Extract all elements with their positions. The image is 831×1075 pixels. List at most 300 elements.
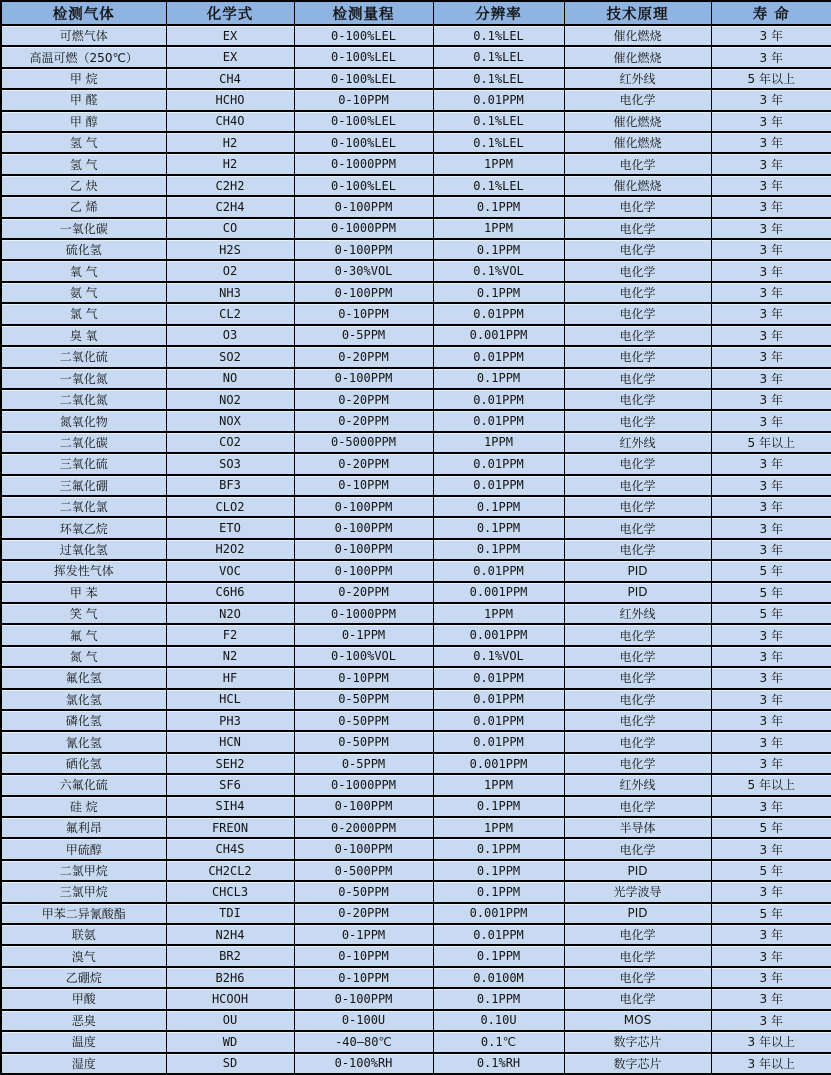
table-cell: B2H6 [166,967,294,988]
table-row [1,710,831,731]
table-cell: H2 [166,132,294,153]
table-cell: 氮 气 [1,646,166,667]
table-cell: 3 年 [711,325,831,346]
table-row [1,453,831,474]
table-cell: 电化学 [564,153,711,174]
table-cell: 甲硫醇 [1,838,166,859]
table-cell: ETO [166,517,294,538]
table-cell: 数字芯片 [564,1031,711,1052]
table-cell: 0-100PPM [294,796,433,817]
table-cell: 0.1PPM [433,239,564,260]
table-cell: 0-10PPM [294,303,433,324]
table-row [1,539,831,560]
table-cell: 三氟化硼 [1,475,166,496]
table-cell: 0-100PPM [294,838,433,859]
table-cell: 催化燃烧 [564,25,711,46]
table-row [1,25,831,46]
table-cell: CH4 [166,68,294,89]
table-row [1,1010,831,1031]
table-cell: 电化学 [564,239,711,260]
table-cell: 氧 气 [1,260,166,281]
table-row [1,475,831,496]
table-cell: 3 年 [711,282,831,303]
table-cell: 3 年 [711,132,831,153]
table-cell: 氮氧化物 [1,410,166,431]
table-cell: HCL [166,689,294,710]
table-cell: 3 年以上 [711,1031,831,1052]
table-cell: 电化学 [564,838,711,859]
table-cell: 3 年 [711,667,831,688]
table-row [1,432,831,453]
table-cell: 0.0100M [433,967,564,988]
table-row [1,667,831,688]
table-row [1,389,831,410]
table-cell: 电化学 [564,496,711,517]
table-cell: 0-5PPM [294,753,433,774]
table-cell: 0.001PPM [433,582,564,603]
table-cell: 3 年 [711,368,831,389]
table-cell: 3 年 [711,988,831,1009]
table-cell: 可燃气体 [1,25,166,46]
table-cell: 电化学 [564,689,711,710]
table-cell: 0.01PPM [433,346,564,367]
table-cell: PH3 [166,710,294,731]
table-cell: 电化学 [564,453,711,474]
table-cell: 0.01PPM [433,731,564,752]
table-cell: O2 [166,260,294,281]
table-cell: 硒化氢 [1,753,166,774]
table-cell: 3 年 [711,753,831,774]
table-cell: 甲酸 [1,988,166,1009]
table-cell: 0-100PPM [294,517,433,538]
table-row [1,153,831,174]
table-cell: 催化燃烧 [564,132,711,153]
table-cell: 0.01PPM [433,303,564,324]
table-cell: 0.1PPM [433,988,564,1009]
table-cell: 0.01PPM [433,89,564,110]
table-row [1,689,831,710]
table-cell: SIH4 [166,796,294,817]
table-cell: 催化燃烧 [564,111,711,132]
table-row [1,988,831,1009]
table-cell: 二氧化硫 [1,346,166,367]
table-cell: 5 年 [711,817,831,838]
table-cell: N2H4 [166,924,294,945]
table-cell: BF3 [166,475,294,496]
table-cell: 3 年 [711,175,831,196]
table-header [1,1,831,25]
table-cell: 光学波导 [564,881,711,902]
table-cell: 0.01PPM [433,689,564,710]
column-header: 化学式 [166,1,294,25]
table-cell: 0-1PPM [294,924,433,945]
table-cell: 电化学 [564,753,711,774]
table-cell: 3 年 [711,881,831,902]
table-cell: 0-10PPM [294,89,433,110]
table-cell: 电化学 [564,731,711,752]
table-cell: 红外线 [564,774,711,795]
table-cell: 0.1PPM [433,496,564,517]
table-cell: 0.1%LEL [433,68,564,89]
table-cell: -40—80℃ [294,1031,433,1052]
table-cell: 电化学 [564,303,711,324]
table-cell: 一氧化碳 [1,218,166,239]
table-cell: 3 年 [711,346,831,367]
table-cell: BR2 [166,945,294,966]
table-cell: CH4S [166,838,294,859]
table-cell: 3 年 [711,46,831,67]
table-cell: 0-100PPM [294,368,433,389]
table-row [1,796,831,817]
table-cell: 氯 气 [1,303,166,324]
table-row [1,603,831,624]
table-cell: CLO2 [166,496,294,517]
table-cell: 电化学 [564,539,711,560]
table-cell: CH4O [166,111,294,132]
table-cell: 氟化氢 [1,667,166,688]
table-cell: 氢 气 [1,132,166,153]
table-cell: 电化学 [564,667,711,688]
table-cell: 0-100%LEL [294,175,433,196]
table-cell: CHCL3 [166,881,294,902]
table-row [1,945,831,966]
table-cell: 温度 [1,1031,166,1052]
table-cell: NO2 [166,389,294,410]
table-cell: 0-20PPM [294,453,433,474]
table-cell: N2O [166,603,294,624]
table-cell: 电化学 [564,89,711,110]
table-cell: CO [166,218,294,239]
table-row [1,753,831,774]
table-cell: 0-10PPM [294,967,433,988]
table-cell: MOS [564,1010,711,1031]
table-cell: 5 年以上 [711,68,831,89]
table-row [1,560,831,581]
table-cell: 甲苯二异氰酸酯 [1,903,166,924]
table-cell: 1PPM [433,153,564,174]
table-row [1,89,831,110]
table-cell: 1PPM [433,218,564,239]
table-cell: 5 年 [711,560,831,581]
table-row [1,817,831,838]
table-cell: 0.1%LEL [433,46,564,67]
table-cell: 0-50PPM [294,689,433,710]
table-row [1,218,831,239]
table-cell: 电化学 [564,410,711,431]
table-cell: 5 年 [711,603,831,624]
table-cell: 0.1PPM [433,838,564,859]
table-cell: 3 年 [711,967,831,988]
table-body [1,25,831,1074]
table-cell: 0.01PPM [433,710,564,731]
table-cell: 电化学 [564,646,711,667]
table-cell: 0-50PPM [294,731,433,752]
table-cell: 0.001PPM [433,325,564,346]
table-cell: SD [166,1053,294,1075]
table-row [1,111,831,132]
table-cell: 0-2000PPM [294,817,433,838]
table-cell: H2S [166,239,294,260]
table-cell: 0-100PPM [294,239,433,260]
table-cell: 0-50PPM [294,710,433,731]
table-cell: N2 [166,646,294,667]
table-cell: 甲 醇 [1,111,166,132]
table-row [1,303,831,324]
table-cell: WD [166,1031,294,1052]
table-cell: 硫化氢 [1,239,166,260]
table-cell: 3 年 [711,646,831,667]
table-cell: PID [564,903,711,924]
column-header: 分辨率 [433,1,564,25]
table-cell: 0-20PPM [294,410,433,431]
table-cell: 磷化氢 [1,710,166,731]
table-cell: 0-100%VOL [294,646,433,667]
table-cell: 0.01PPM [433,410,564,431]
table-cell: F2 [166,624,294,645]
table-cell: 0.1%LEL [433,111,564,132]
table-row [1,68,831,89]
column-header: 检测量程 [294,1,433,25]
table-cell: 3 年 [711,1010,831,1031]
table-cell: 电化学 [564,945,711,966]
table-cell: 溴气 [1,945,166,966]
table-row [1,881,831,902]
table-cell: 0-10PPM [294,667,433,688]
table-cell: 甲 醛 [1,89,166,110]
table-cell: 0-10PPM [294,945,433,966]
table-cell: 5 年 [711,903,831,924]
table-cell: 湿度 [1,1053,166,1075]
table-cell: 0-20PPM [294,582,433,603]
table-cell: SEH2 [166,753,294,774]
table-cell: 电化学 [564,475,711,496]
table-row [1,496,831,517]
column-header: 技术原理 [564,1,711,25]
table-cell: 电化学 [564,196,711,217]
table-row [1,196,831,217]
table-cell: 乙 炔 [1,175,166,196]
table-row [1,260,831,281]
table-cell: 3 年 [711,838,831,859]
table-cell: 3 年 [711,496,831,517]
table-cell: 红外线 [564,68,711,89]
table-cell: 5 年以上 [711,432,831,453]
table-cell: 0-100PPM [294,196,433,217]
table-cell: TDI [166,903,294,924]
table-cell: 二氧化碳 [1,432,166,453]
table-cell: 0.001PPM [433,903,564,924]
table-cell: 电化学 [564,282,711,303]
table-cell: 3 年 [711,731,831,752]
table-cell: 0-100PPM [294,539,433,560]
table-cell: 3 年 [711,89,831,110]
table-cell: SO2 [166,346,294,367]
table-cell: 电化学 [564,624,711,645]
table-row [1,239,831,260]
table-cell: 甲 烷 [1,68,166,89]
table-cell: 0.001PPM [433,624,564,645]
table-cell: 0-20PPM [294,346,433,367]
table-cell: 氢 气 [1,153,166,174]
table-cell: 0-20PPM [294,389,433,410]
table-cell: 二氧化氮 [1,389,166,410]
table-cell: HCN [166,731,294,752]
table-cell: 红外线 [564,603,711,624]
table-cell: 0.1PPM [433,860,564,881]
table-cell: 3 年 [711,517,831,538]
table-cell: C2H4 [166,196,294,217]
table-row [1,325,831,346]
table-cell: 二氯甲烷 [1,860,166,881]
table-cell: 3 年 [711,153,831,174]
table-cell: 二氧化氯 [1,496,166,517]
table-cell: 氯化氢 [1,689,166,710]
table-row [1,582,831,603]
table-cell: 0.1PPM [433,945,564,966]
table-cell: 电化学 [564,517,711,538]
table-cell: 0-100PPM [294,282,433,303]
table-row [1,410,831,431]
table-cell: 高温可燃（250℃） [1,46,166,67]
table-cell: 0.10U [433,1010,564,1031]
table-row [1,1053,831,1075]
table-cell: 3 年 [711,945,831,966]
table-row [1,282,831,303]
table-cell: 0-1000PPM [294,603,433,624]
table-cell: 乙硼烷 [1,967,166,988]
table-cell: 0.1%LEL [433,132,564,153]
table-cell: 3 年 [711,389,831,410]
table-row [1,624,831,645]
table-cell: 3 年 [711,689,831,710]
table-cell: 电化学 [564,218,711,239]
table-cell: 0.1%RH [433,1053,564,1075]
table-cell: 挥发性气体 [1,560,166,581]
table-row [1,46,831,67]
table-cell: 0.1PPM [433,796,564,817]
table-cell: 0-100%LEL [294,46,433,67]
table-cell: PID [564,582,711,603]
table-cell: 电化学 [564,260,711,281]
table-cell: 0-500PPM [294,860,433,881]
table-cell: PID [564,860,711,881]
table-cell: 0.001PPM [433,753,564,774]
table-cell: 电化学 [564,346,711,367]
table-cell: O3 [166,325,294,346]
table-cell: 笑 气 [1,603,166,624]
table-cell: 氟利昂 [1,817,166,838]
table-row [1,1031,831,1052]
table-cell: 联氨 [1,924,166,945]
table-cell: 臭 氧 [1,325,166,346]
table-cell: 恶臭 [1,1010,166,1031]
table-cell: 0.01PPM [433,560,564,581]
table-cell: 3 年 [711,303,831,324]
table-cell: H2 [166,153,294,174]
table-cell: 0.1%VOL [433,260,564,281]
table-cell: 一氧化氮 [1,368,166,389]
table-cell: NH3 [166,282,294,303]
table-cell: 0-1000PPM [294,774,433,795]
table-row [1,860,831,881]
table-cell: 0.1%VOL [433,646,564,667]
table-cell: 氨 气 [1,282,166,303]
table-cell: 0.01PPM [433,924,564,945]
table-cell: 0.1PPM [433,881,564,902]
table-cell: 3 年 [711,25,831,46]
table-cell: 5 年 [711,582,831,603]
table-cell: 3 年 [711,111,831,132]
table-cell: 0.01PPM [433,389,564,410]
table-cell: H2O2 [166,539,294,560]
table-cell: 5 年 [711,860,831,881]
table-row [1,175,831,196]
table-cell: 0-100%RH [294,1053,433,1075]
table-row [1,646,831,667]
table-cell: 甲 苯 [1,582,166,603]
table-cell: 3 年 [711,260,831,281]
table-cell: VOC [166,560,294,581]
table-cell: 0.1%LEL [433,175,564,196]
table-cell: 0-1PPM [294,624,433,645]
table-cell: 0-20PPM [294,903,433,924]
table-cell: 0-5000PPM [294,432,433,453]
table-cell: 电化学 [564,325,711,346]
table-cell: 电化学 [564,924,711,945]
table-cell: 3 年以上 [711,1053,831,1075]
table-cell: HCHO [166,89,294,110]
table-cell: 0-100%LEL [294,111,433,132]
table-cell: 氰化氢 [1,731,166,752]
table-cell: 0.01PPM [433,667,564,688]
table-cell: 0.1PPM [433,539,564,560]
table-cell: 0.1℃ [433,1031,564,1052]
table-cell: 1PPM [433,817,564,838]
table-cell: 过氧化氢 [1,539,166,560]
table-cell: CH2CL2 [166,860,294,881]
table-cell: 0.1PPM [433,196,564,217]
table-cell: 3 年 [711,410,831,431]
table-cell: 六氟化硫 [1,774,166,795]
table-cell: 0.1PPM [433,368,564,389]
column-header: 寿 命 [711,1,831,25]
table-row [1,924,831,945]
table-cell: 三氧化硫 [1,453,166,474]
table-cell: PID [564,560,711,581]
table-cell: 电化学 [564,389,711,410]
table-cell: C2H2 [166,175,294,196]
table-row [1,967,831,988]
table-cell: 电化学 [564,967,711,988]
table-cell: 0.01PPM [433,475,564,496]
table-cell: EX [166,46,294,67]
table-cell: EX [166,25,294,46]
table-cell: 0.1%LEL [433,25,564,46]
table-cell: NOX [166,410,294,431]
table-cell: 数字芯片 [564,1053,711,1075]
table-cell: SO3 [166,453,294,474]
table-cell: 0-100%LEL [294,132,433,153]
table-cell: 催化燃烧 [564,175,711,196]
table-cell: 0-1000PPM [294,218,433,239]
table-cell: 0-100PPM [294,988,433,1009]
table-cell: CL2 [166,303,294,324]
table-cell: 0-100%LEL [294,68,433,89]
table-cell: 1PPM [433,432,564,453]
table-cell: FREON [166,817,294,838]
table-cell: SF6 [166,774,294,795]
table-cell: NO [166,368,294,389]
